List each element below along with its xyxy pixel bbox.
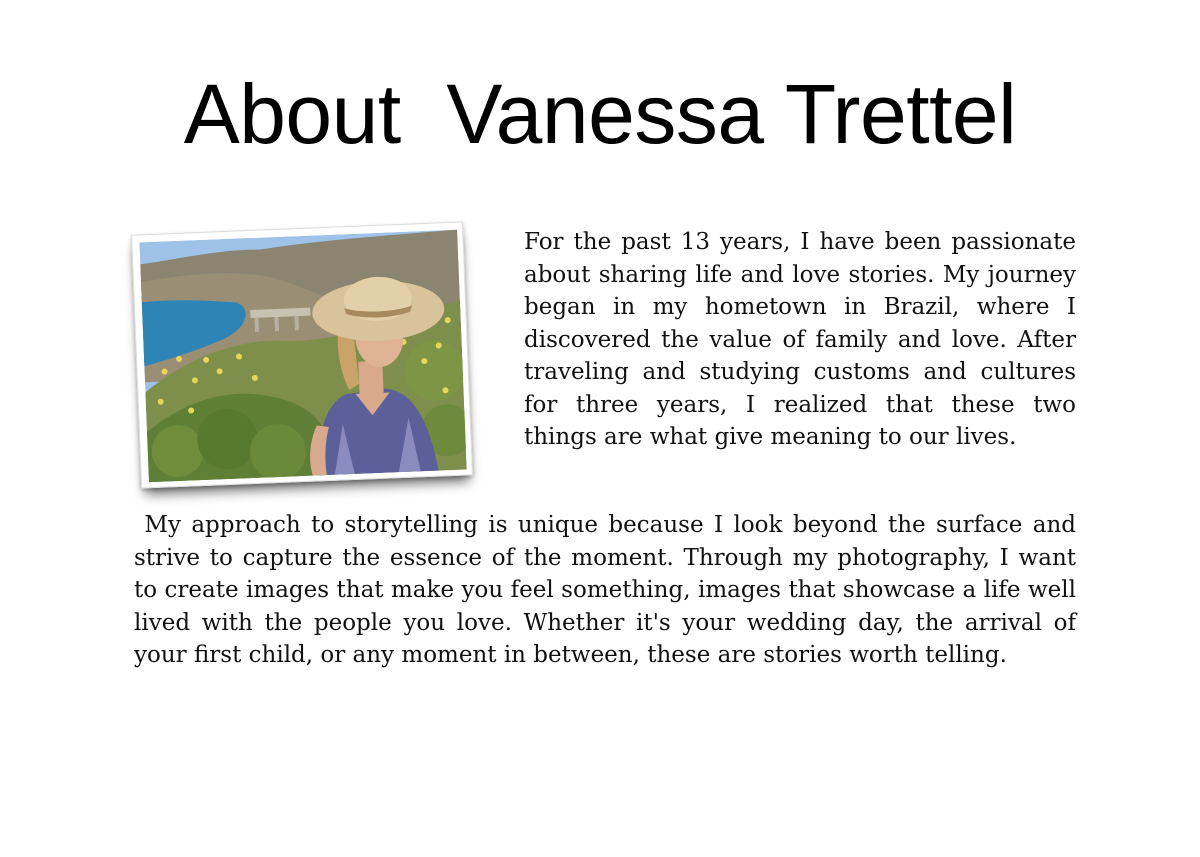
portrait-image xyxy=(139,230,466,483)
page-title: About Vanessa Trettel xyxy=(183,67,1017,161)
intro-paragraph: For the past 13 years, I have been passionate about sharing life and love stories. My journey began in my hometown in Brazil, where I discovered the value of family and love. After traveling and studying customs and cultures for three years, I realized that these two things are what give meaning to our lives. xyxy=(524,229,1076,450)
profile-photo xyxy=(131,221,473,488)
approach-paragraph: My approach to storytelling is unique because I look beyond the surface and strive to capture the essence of the moment. Through my photography, I want to create images that make you feel something, images that showcase a life well lived with the people you love. Whether it's your wedding day, the arrival of your first child, or any moment in between, these are stories worth telling. xyxy=(134,512,1076,668)
photo-frame xyxy=(131,221,473,488)
